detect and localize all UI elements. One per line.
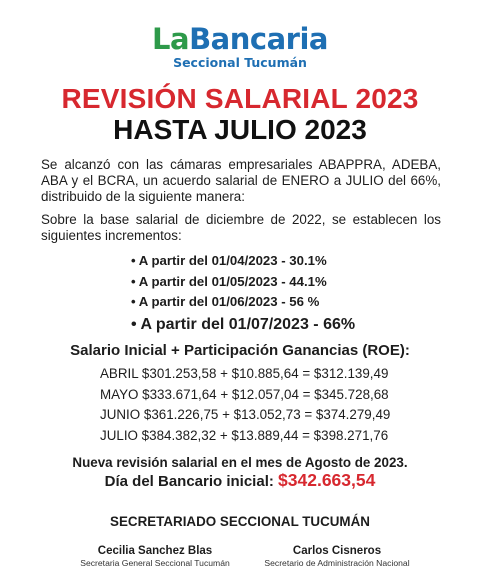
increment-item: • A partir del 01/06/2023 - 56 % [131,294,320,309]
next-revision-notice: Nueva revisión salarial en el mes de Agosto de 2023. [72,455,408,470]
signature-right [244,544,430,569]
salary-row: JUNIO $361.226,75 + $13.052,73 = $374.279,49 [100,407,391,422]
logo-wordmark-la: La [152,22,190,56]
signatory-role: Secretario de Administración Nacional [264,558,410,568]
page-title: REVISIÓN SALARIAL 2023 [61,83,419,114]
roe-heading: Salario Inicial + Participación Ganancias (ROE): [70,342,410,359]
bank-day-line [0,470,480,491]
signature-left [70,544,240,569]
increments-list [131,251,355,336]
bank-day-label: Día del Bancario inicial: [104,473,279,490]
increment-item: • A partir del 01/05/2023 - 44.1% [131,273,327,289]
logo-wordmark [0,24,480,54]
salary-row: JULIO $384.382,32 + $13.889,44 = $398.271,76 [100,427,389,443]
salary-row: MAYO $333.671,64 + $12.057,04 = $345.728,68 [100,386,389,402]
salary-table [100,364,390,446]
increment-item-final: • A partir del 01/07/2023 - 66% [131,315,356,333]
logo-subtitle: Seccional Tucumán [173,55,307,70]
agreement-paragraph: Se alcanzó con las cámaras empresariales ABAPPRA, ADEBA, ABA y el BCRA, un acuerdo salarial de ENERO a JULIO del 66%, distribuido de la siguiente manera: [41,157,441,204]
secretariado-heading: SECRETARIADO SECCIONAL TUCUMÁN [110,514,370,529]
page-subtitle: HASTA JULIO 2023 [113,114,367,145]
salary-row: ABRIL $301.253,58 + $10.885,64 = $312.139,49 [100,366,389,381]
signatory-role: Secretaria General Seccional Tucumán [80,558,230,568]
signatory-name: Cecilia Sanchez Blas [97,545,213,557]
la-bancaria-logo [0,24,480,70]
logo-wordmark-bancaria: Bancaria [189,22,328,56]
increment-item: • A partir del 01/04/2023 - 30.1% [131,253,327,268]
signatory-name: Carlos Cisneros [292,545,382,557]
base-salary-paragraph: Sobre la base salarial de diciembre de 2022, se establecen los siguientes incrementos: [41,212,441,243]
bank-day-amount: $342.663,54 [278,470,376,490]
